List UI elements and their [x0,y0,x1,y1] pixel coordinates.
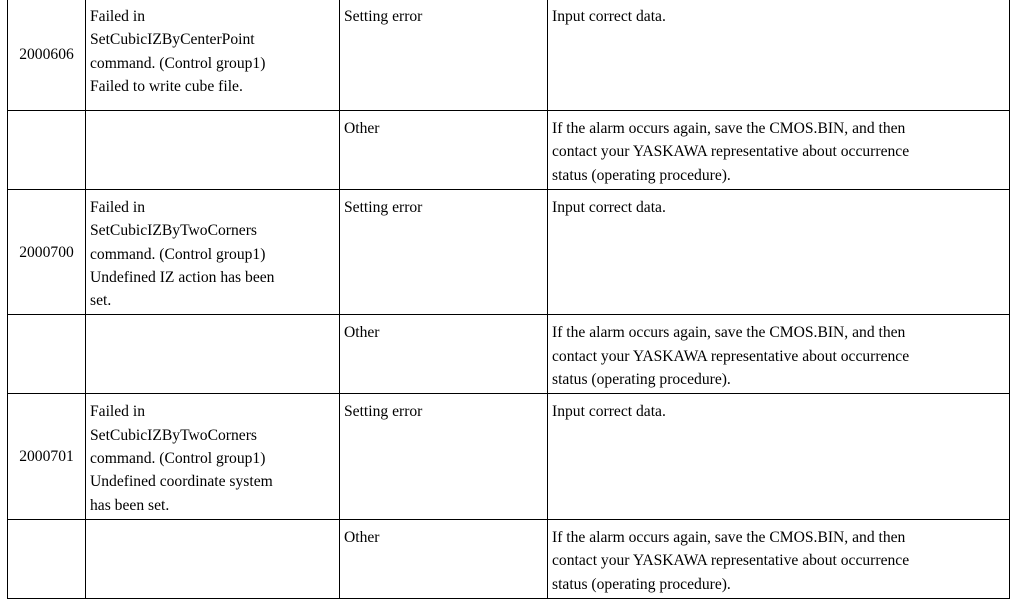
alarm-remedy: Input correct data. [548,0,1010,111]
alarm-description: Failed in SetCubicIZByTwoCorners command. (Control group1) Undefined IZ action has been set. [86,190,340,315]
table-row [8,111,1010,190]
table-row [8,519,1010,598]
alarm-cause: Setting error [340,190,548,315]
table-row [8,315,1010,394]
alarm-remedy: If the alarm occurs again, save the CMOS.BIN, and then contact your YASKAWA representative about occurrence status (operating procedure). [548,111,1010,190]
alarm-cause: Other [340,315,548,394]
alarm-table-page [7,0,1009,599]
alarm-code: 2000700 [8,190,86,315]
alarm-code-empty [8,519,86,598]
alarm-cause: Other [340,111,548,190]
alarm-remedy: If the alarm occurs again, save the CMOS.BIN, and then contact your YASKAWA representative about occurrence status (operating procedure). [548,519,1010,598]
alarm-remedy: If the alarm occurs again, save the CMOS.BIN, and then contact your YASKAWA representative about occurrence status (operating procedure). [548,315,1010,394]
alarm-description: Failed in SetCubicIZByTwoCorners command. (Control group1) Undefined coordinate system has been set. [86,394,340,519]
alarm-code-empty [8,315,86,394]
alarm-description-empty [86,519,340,598]
table-row [8,190,1010,315]
alarm-code: 2000606 [8,0,86,111]
alarm-description-empty [86,315,340,394]
alarm-description-empty [86,111,340,190]
alarm-remedy: Input correct data. [548,394,1010,519]
alarm-code: 2000701 [8,394,86,519]
alarm-cause: Other [340,519,548,598]
alarm-cause: Setting error [340,394,548,519]
alarm-remedy: Input correct data. [548,190,1010,315]
alarm-code-empty [8,111,86,190]
table-row [8,394,1010,519]
alarm-description: Failed in SetCubicIZByCenterPoint command. (Control group1) Failed to write cube file. [86,0,340,111]
alarm-table [7,0,1010,599]
alarm-cause: Setting error [340,0,548,111]
table-row [8,0,1010,111]
